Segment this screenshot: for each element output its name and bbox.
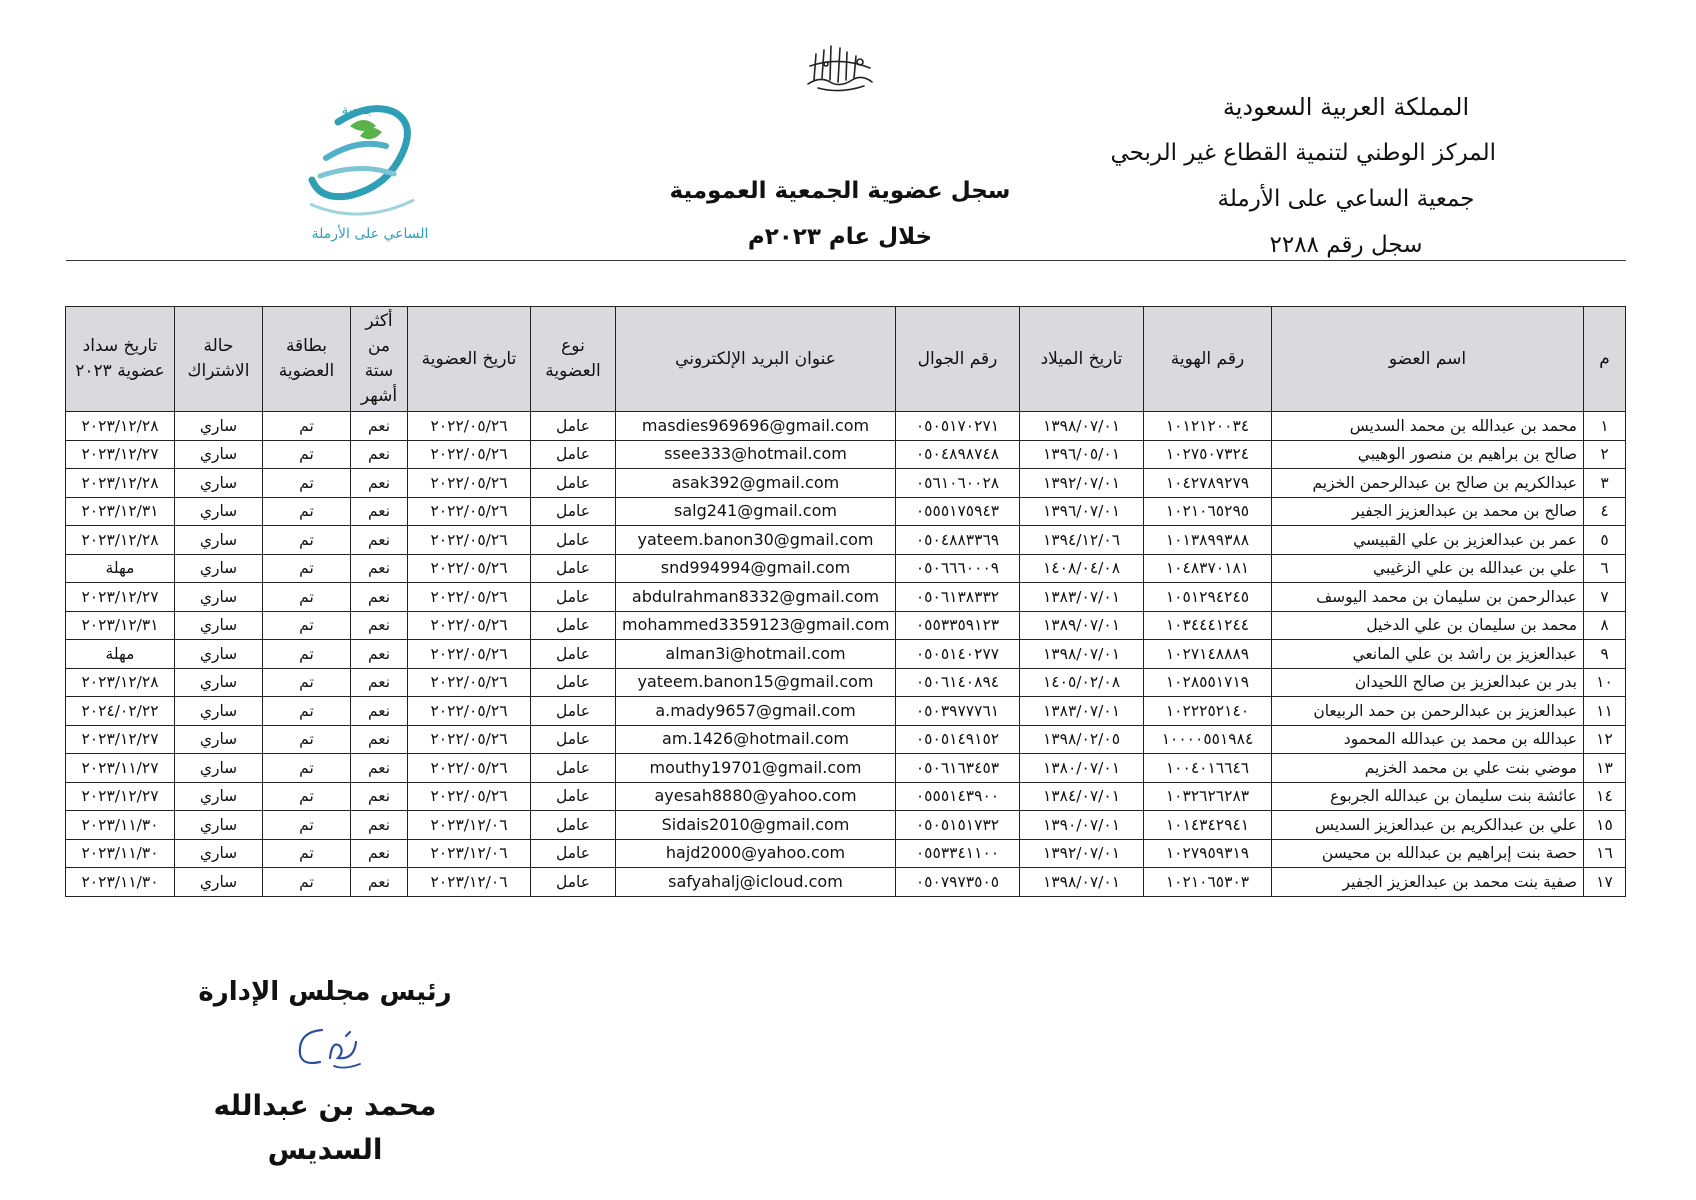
- cell-membership-card: تم: [263, 811, 351, 840]
- table-row: [66, 868, 1626, 897]
- cell-membership-type: عامل: [531, 554, 616, 583]
- cell-subscription-status: ساري: [175, 640, 263, 669]
- cell-mobile: ٠٥٠٦١٦٣٤٥٣: [896, 754, 1020, 783]
- cell-subscription-status: ساري: [175, 526, 263, 555]
- cell-over-six-months: نعم: [351, 868, 408, 897]
- cell-membership-card: تم: [263, 668, 351, 697]
- col-header-membership-date: تاريخ العضوية: [408, 307, 531, 412]
- table-row: [66, 526, 1626, 555]
- cell-index: ٣: [1584, 469, 1626, 498]
- cell-payment-date: ٢٠٢٣/١١/٢٧: [66, 754, 175, 783]
- cell-name: عمر بن عبدالعزيز بن علي القبيسي: [1272, 526, 1584, 555]
- cell-birthdate: ١٤٠٥/٠٢/٠٨: [1020, 668, 1144, 697]
- cell-payment-date: ٢٠٢٣/١٢/٢٨: [66, 668, 175, 697]
- cell-index: ١٢: [1584, 725, 1626, 754]
- cell-over-six-months: نعم: [351, 839, 408, 868]
- col-header-id: رقم الهوية: [1144, 307, 1272, 412]
- table-row: [66, 668, 1626, 697]
- cell-email: abdulrahman8332@gmail.com: [616, 583, 896, 612]
- cell-index: ٤: [1584, 497, 1626, 526]
- cell-birthdate: ١٣٩٤/١٢/٠٦: [1020, 526, 1144, 555]
- cell-over-six-months: نعم: [351, 583, 408, 612]
- cell-membership-type: عامل: [531, 469, 616, 498]
- cell-index: ٥: [1584, 526, 1626, 555]
- cell-membership-card: تم: [263, 697, 351, 726]
- cell-mobile: ٠٥٥٥١٧٥٩٤٣: [896, 497, 1020, 526]
- cell-email: safyahalj@icloud.com: [616, 868, 896, 897]
- cell-name: عبدالرحمن بن سليمان بن محمد اليوسف: [1272, 583, 1584, 612]
- cell-subscription-status: ساري: [175, 697, 263, 726]
- col-header-birthdate: تاريخ الميلاد: [1020, 307, 1144, 412]
- cell-membership-date: ٢٠٢٢/٠٥/٢٦: [408, 782, 531, 811]
- cell-index: ١٥: [1584, 811, 1626, 840]
- cell-over-six-months: نعم: [351, 725, 408, 754]
- cell-id-number: ١٠٠٤٠١٦٦٤٦: [1144, 754, 1272, 783]
- cell-email: asak392@gmail.com: [616, 469, 896, 498]
- cell-over-six-months: نعم: [351, 526, 408, 555]
- cell-id-number: ١٠٢٧٥٠٧٣٢٤: [1144, 440, 1272, 469]
- cell-membership-card: تم: [263, 868, 351, 897]
- cell-birthdate: ١٣٩٨/٠٧/٠١: [1020, 640, 1144, 669]
- cell-birthdate: ١٣٩٢/٠٧/٠١: [1020, 839, 1144, 868]
- cell-id-number: ١٠٢١٠٦٥٣٠٣: [1144, 868, 1272, 897]
- table-row: [66, 469, 1626, 498]
- cell-id-number: ١٠٤٨٣٧٠١٨١: [1144, 554, 1272, 583]
- cell-index: ١١: [1584, 697, 1626, 726]
- cell-mobile: ٠٥٥٣٣٤١١٠٠: [896, 839, 1020, 868]
- cell-membership-type: عامل: [531, 725, 616, 754]
- cell-over-six-months: نعم: [351, 754, 408, 783]
- cell-membership-card: تم: [263, 754, 351, 783]
- cell-membership-card: تم: [263, 440, 351, 469]
- cell-over-six-months: نعم: [351, 782, 408, 811]
- cell-over-six-months: نعم: [351, 611, 408, 640]
- cell-membership-card: تم: [263, 412, 351, 441]
- table-row: [66, 811, 1626, 840]
- cell-payment-date: ٢٠٢٣/١٢/٣١: [66, 497, 175, 526]
- cell-mobile: ٠٥٠٥١٤٩١٥٢: [896, 725, 1020, 754]
- cell-membership-type: عامل: [531, 754, 616, 783]
- cell-birthdate: ١٣٨٠/٠٧/٠١: [1020, 754, 1144, 783]
- cell-index: ٩: [1584, 640, 1626, 669]
- cell-payment-date: ٢٠٢٤/٠٢/٢٢: [66, 697, 175, 726]
- cell-membership-card: تم: [263, 782, 351, 811]
- cell-subscription-status: ساري: [175, 412, 263, 441]
- signature-block: [160, 970, 490, 1172]
- document-title: [660, 168, 1020, 260]
- basmala-calligraphy-icon: [800, 36, 880, 96]
- table-row: [66, 497, 1626, 526]
- cell-mobile: ٠٥٥٥١٤٣٩٠٠: [896, 782, 1020, 811]
- col-header-membership-card: بطاقة العضوية: [263, 307, 351, 412]
- cell-email: mohammed3359123@gmail.com: [616, 611, 896, 640]
- cell-name: عائشة بنت سليمان بن عبدالله الجربوع: [1272, 782, 1584, 811]
- cell-id-number: ١٠٢١٠٦٥٢٩٥: [1144, 497, 1272, 526]
- cell-index: ٧: [1584, 583, 1626, 612]
- cell-index: ١٣: [1584, 754, 1626, 783]
- cell-id-number: ١٠١٣٨٩٩٣٨٨: [1144, 526, 1272, 555]
- cell-membership-type: عامل: [531, 668, 616, 697]
- signatory-title: رئيس مجلس الإدارة: [198, 977, 452, 1007]
- register-number: سجل رقم ٢٢٨٨: [1269, 232, 1423, 258]
- cell-birthdate: ١٤٠٨/٠٤/٠٨: [1020, 554, 1144, 583]
- cell-subscription-status: ساري: [175, 668, 263, 697]
- cell-subscription-status: ساري: [175, 611, 263, 640]
- cell-mobile: ٠٥٠٣٩٧٧٧٦١: [896, 697, 1020, 726]
- cell-membership-card: تم: [263, 469, 351, 498]
- cell-mobile: ٠٥٠٥١٤٠٢٧٧: [896, 640, 1020, 669]
- cell-email: snd994994@gmail.com: [616, 554, 896, 583]
- cell-id-number: ١٠٢٧١٤٨٨٨٩: [1144, 640, 1272, 669]
- cell-membership-type: عامل: [531, 440, 616, 469]
- cell-email: am.1426@hotmail.com: [616, 725, 896, 754]
- cell-birthdate: ١٣٨٩/٠٧/٠١: [1020, 611, 1144, 640]
- cell-name: علي بن عبدالكريم بن عبدالعزيز السديس: [1272, 811, 1584, 840]
- cell-over-six-months: نعم: [351, 668, 408, 697]
- col-header-membership-type: نوع العضوية: [531, 307, 616, 412]
- cell-name: موضي بنت علي بن محمد الخزيم: [1272, 754, 1584, 783]
- cell-subscription-status: ساري: [175, 497, 263, 526]
- cell-membership-date: ٢٠٢٢/٠٥/٢٦: [408, 754, 531, 783]
- cell-membership-date: ٢٠٢٢/٠٥/٢٦: [408, 412, 531, 441]
- org-header: [1110, 84, 1496, 268]
- cell-payment-date: ٢٠٢٣/١٢/٢٨: [66, 469, 175, 498]
- cell-membership-type: عامل: [531, 583, 616, 612]
- cell-membership-card: تم: [263, 640, 351, 669]
- cell-subscription-status: ساري: [175, 868, 263, 897]
- cell-name: علي بن عبدالله بن علي الزغيبي: [1272, 554, 1584, 583]
- cell-over-six-months: نعم: [351, 640, 408, 669]
- cell-over-six-months: نعم: [351, 811, 408, 840]
- cell-membership-type: عامل: [531, 839, 616, 868]
- cell-payment-date: ٢٠٢٣/١٢/٣١: [66, 611, 175, 640]
- cell-membership-date: ٢٠٢٢/٠٥/٢٦: [408, 697, 531, 726]
- cell-over-six-months: نعم: [351, 497, 408, 526]
- cell-mobile: ٠٥٠٥١٧٠٢٧١: [896, 412, 1020, 441]
- table-header-row: [66, 307, 1626, 412]
- cell-membership-card: تم: [263, 839, 351, 868]
- col-header-name: اسم العضو: [1272, 307, 1584, 412]
- table-row: [66, 725, 1626, 754]
- cell-id-number: ١٠٥١٢٩٤٢٤٥: [1144, 583, 1272, 612]
- cell-name: بدر بن عبدالعزيز بن صالح اللحيدان: [1272, 668, 1584, 697]
- signatory-name: محمد بن عبدالله السديس: [213, 1089, 437, 1166]
- cell-membership-date: ٢٠٢٢/٠٥/٢٦: [408, 668, 531, 697]
- cell-membership-type: عامل: [531, 412, 616, 441]
- col-header-mobile: رقم الجوال: [896, 307, 1020, 412]
- cell-mobile: ٠٥٠٤٨٨٣٣٦٩: [896, 526, 1020, 555]
- cell-index: ١٧: [1584, 868, 1626, 897]
- cell-email: ssee333@hotmail.com: [616, 440, 896, 469]
- cell-over-six-months: نعم: [351, 440, 408, 469]
- cell-email: Sidais2010@gmail.com: [616, 811, 896, 840]
- cell-name: صفية بنت محمد بن عبدالعزيز الجفير: [1272, 868, 1584, 897]
- association-logo-icon: [290, 92, 450, 252]
- cell-birthdate: ١٣٨٣/٠٧/٠١: [1020, 697, 1144, 726]
- cell-payment-date: مهلة: [66, 554, 175, 583]
- header-divider: [66, 260, 1626, 261]
- cell-payment-date: ٢٠٢٣/١٢/٢٧: [66, 440, 175, 469]
- cell-membership-type: عامل: [531, 611, 616, 640]
- cell-birthdate: ١٣٨٣/٠٧/٠١: [1020, 583, 1144, 612]
- cell-membership-card: تم: [263, 611, 351, 640]
- association-line: جمعية الساعي على الأرملة: [1217, 186, 1475, 212]
- register-title: سجل عضوية الجمعية العمومية: [669, 178, 1011, 204]
- cell-membership-card: تم: [263, 554, 351, 583]
- handwritten-signature-icon: [270, 1018, 380, 1078]
- cell-id-number: ١٠٠٠٠٥٥١٩٨٤: [1144, 725, 1272, 754]
- cell-over-six-months: نعم: [351, 554, 408, 583]
- cell-mobile: ٠٥٠٦٦٦٠٠٠٩: [896, 554, 1020, 583]
- table-row: [66, 412, 1626, 441]
- cell-membership-card: تم: [263, 583, 351, 612]
- table-row: [66, 697, 1626, 726]
- cell-payment-date: ٢٠٢٣/١٢/٢٧: [66, 725, 175, 754]
- cell-membership-date: ٢٠٢٢/٠٥/٢٦: [408, 725, 531, 754]
- cell-subscription-status: ساري: [175, 782, 263, 811]
- cell-email: a.mady9657@gmail.com: [616, 697, 896, 726]
- table-row: [66, 839, 1626, 868]
- cell-membership-date: ٢٠٢٢/٠٥/٢٦: [408, 440, 531, 469]
- cell-membership-type: عامل: [531, 868, 616, 897]
- cell-email: mouthy19701@gmail.com: [616, 754, 896, 783]
- cell-id-number: ١٠١٤٣٤٢٩٤١: [1144, 811, 1272, 840]
- cell-email: hajd2000@yahoo.com: [616, 839, 896, 868]
- cell-index: ١٤: [1584, 782, 1626, 811]
- col-header-index: م: [1584, 307, 1626, 412]
- logo-bottom-text: الساعي على الأرملة: [311, 226, 429, 242]
- cell-membership-date: ٢٠٢٢/٠٥/٢٦: [408, 611, 531, 640]
- col-header-subscription-status: حالة الاشتراك: [175, 307, 263, 412]
- cell-index: ١: [1584, 412, 1626, 441]
- cell-index: ٦: [1584, 554, 1626, 583]
- cell-name: محمد بن عبدالله بن محمد السديس: [1272, 412, 1584, 441]
- table-row: [66, 611, 1626, 640]
- cell-membership-card: تم: [263, 526, 351, 555]
- cell-mobile: ٠٥٦١٠٦٠٠٢٨: [896, 469, 1020, 498]
- cell-subscription-status: ساري: [175, 583, 263, 612]
- cell-membership-date: ٢٠٢٢/٠٥/٢٦: [408, 526, 531, 555]
- cell-membership-type: عامل: [531, 697, 616, 726]
- cell-name: عبدالكريم بن صالح بن عبدالرحمن الخزيم: [1272, 469, 1584, 498]
- cell-mobile: ٠٥٠٦١٣٨٣٣٢: [896, 583, 1020, 612]
- cell-index: ٨: [1584, 611, 1626, 640]
- country-line: المملكة العربية السعودية: [1222, 93, 1470, 121]
- cell-payment-date: ٢٠٢٣/١١/٣٠: [66, 839, 175, 868]
- cell-payment-date: ٢٠٢٣/١٢/٢٨: [66, 412, 175, 441]
- cell-membership-type: عامل: [531, 640, 616, 669]
- cell-subscription-status: ساري: [175, 839, 263, 868]
- cell-name: عبدالعزيز بن عبدالرحمن بن حمد الربيعان: [1272, 697, 1584, 726]
- cell-birthdate: ١٣٩٦/٠٥/٠١: [1020, 440, 1144, 469]
- members-table: [65, 306, 1626, 897]
- cell-mobile: ٠٥٠٧٩٧٣٥٠٥: [896, 868, 1020, 897]
- cell-birthdate: ١٣٩٨/٠٢/٠٥: [1020, 725, 1144, 754]
- table-row: [66, 782, 1626, 811]
- cell-email: ayesah8880@yahoo.com: [616, 782, 896, 811]
- cell-index: ١٠: [1584, 668, 1626, 697]
- cell-id-number: ١٠٣٢٦٢٦٢٨٣: [1144, 782, 1272, 811]
- cell-payment-date: ٢٠٢٣/١٢/٢٧: [66, 583, 175, 612]
- cell-id-number: ١٠٢٧٩٥٩٣١٩: [1144, 839, 1272, 868]
- cell-mobile: ٠٥٥٣٣٥٩١٢٣: [896, 611, 1020, 640]
- cell-subscription-status: ساري: [175, 554, 263, 583]
- table-row: [66, 754, 1626, 783]
- cell-birthdate: ١٣٩٨/٠٧/٠١: [1020, 412, 1144, 441]
- cell-payment-date: مهلة: [66, 640, 175, 669]
- cell-payment-date: ٢٠٢٣/١٢/٢٧: [66, 782, 175, 811]
- cell-subscription-status: ساري: [175, 469, 263, 498]
- cell-membership-type: عامل: [531, 526, 616, 555]
- cell-payment-date: ٢٠٢٣/١١/٣٠: [66, 811, 175, 840]
- cell-name: عبدالعزيز بن راشد بن علي المانعي: [1272, 640, 1584, 669]
- table-row: [66, 554, 1626, 583]
- cell-over-six-months: نعم: [351, 469, 408, 498]
- cell-over-six-months: نعم: [351, 697, 408, 726]
- cell-membership-date: ٢٠٢٣/١٢/٠٦: [408, 868, 531, 897]
- cell-id-number: ١٠٣٤٤٤١٢٤٤: [1144, 611, 1272, 640]
- cell-membership-card: تم: [263, 725, 351, 754]
- cell-payment-date: ٢٠٢٣/١٢/٢٨: [66, 526, 175, 555]
- cell-name: محمد بن سليمان بن علي الدخيل: [1272, 611, 1584, 640]
- cell-id-number: ١٠٢٨٥٥١٧١٩: [1144, 668, 1272, 697]
- table-row: [66, 583, 1626, 612]
- cell-birthdate: ١٣٩٠/٠٧/٠١: [1020, 811, 1144, 840]
- col-header-payment-date: تاريخ سداد عضوية ٢٠٢٣: [66, 307, 175, 412]
- cell-over-six-months: نعم: [351, 412, 408, 441]
- cell-name: صالح بن براهيم بن منصور الوهيبي: [1272, 440, 1584, 469]
- cell-email: masdies969696@gmail.com: [616, 412, 896, 441]
- cell-membership-date: ٢٠٢٢/٠٥/٢٦: [408, 640, 531, 669]
- cell-name: عبدالله بن محمد بن عبدالله المحمود: [1272, 725, 1584, 754]
- cell-birthdate: ١٣٩٢/٠٧/٠١: [1020, 469, 1144, 498]
- center-line: المركز الوطني لتنمية القطاع غير الربحي: [1110, 140, 1496, 166]
- cell-email: yateem.banon30@gmail.com: [616, 526, 896, 555]
- cell-id-number: ١٠١٢١٢٠٠٣٤: [1144, 412, 1272, 441]
- cell-membership-type: عامل: [531, 497, 616, 526]
- cell-membership-date: ٢٠٢٢/٠٥/٢٦: [408, 469, 531, 498]
- cell-id-number: ١٠٢٢٢٥٢١٤٠: [1144, 697, 1272, 726]
- cell-name: صالح بن محمد بن عبدالعزيز الجفير: [1272, 497, 1584, 526]
- cell-id-number: ١٠٤٢٧٨٩٢٧٩: [1144, 469, 1272, 498]
- cell-membership-date: ٢٠٢٣/١٢/٠٦: [408, 811, 531, 840]
- cell-subscription-status: ساري: [175, 754, 263, 783]
- cell-birthdate: ١٣٩٨/٠٧/٠١: [1020, 868, 1144, 897]
- col-header-email: عنوان البريد الإلكتروني: [616, 307, 896, 412]
- cell-payment-date: ٢٠٢٣/١١/٣٠: [66, 868, 175, 897]
- cell-membership-date: ٢٠٢٢/٠٥/٢٦: [408, 583, 531, 612]
- table-row: [66, 440, 1626, 469]
- cell-subscription-status: ساري: [175, 811, 263, 840]
- cell-membership-card: تم: [263, 497, 351, 526]
- members-table-body: [66, 412, 1626, 897]
- cell-membership-date: ٢٠٢٣/١٢/٠٦: [408, 839, 531, 868]
- cell-membership-type: عامل: [531, 811, 616, 840]
- cell-mobile: ٠٥٠٦١٤٠٨٩٤: [896, 668, 1020, 697]
- logo-top-text: جمعية: [341, 103, 375, 118]
- cell-membership-date: ٢٠٢٢/٠٥/٢٦: [408, 554, 531, 583]
- col-header-over-six-months: أكثر من ستة أشهر: [351, 307, 408, 412]
- cell-mobile: ٠٥٠٤٨٩٨٧٤٨: [896, 440, 1020, 469]
- cell-mobile: ٠٥٠٥١٥١٧٣٢: [896, 811, 1020, 840]
- cell-subscription-status: ساري: [175, 440, 263, 469]
- cell-email: yateem.banon15@gmail.com: [616, 668, 896, 697]
- cell-index: ١٦: [1584, 839, 1626, 868]
- cell-membership-date: ٢٠٢٢/٠٥/٢٦: [408, 497, 531, 526]
- cell-email: salg241@gmail.com: [616, 497, 896, 526]
- cell-name: حصة بنت إبراهيم بن عبدالله بن محيسن: [1272, 839, 1584, 868]
- register-year: خلال عام ٢٠٢٣م: [747, 224, 933, 250]
- cell-membership-type: عامل: [531, 782, 616, 811]
- cell-birthdate: ١٣٨٤/٠٧/٠١: [1020, 782, 1144, 811]
- table-row: [66, 640, 1626, 669]
- cell-subscription-status: ساري: [175, 725, 263, 754]
- cell-birthdate: ١٣٩٦/٠٧/٠١: [1020, 497, 1144, 526]
- cell-email: alman3i@hotmail.com: [616, 640, 896, 669]
- cell-index: ٢: [1584, 440, 1626, 469]
